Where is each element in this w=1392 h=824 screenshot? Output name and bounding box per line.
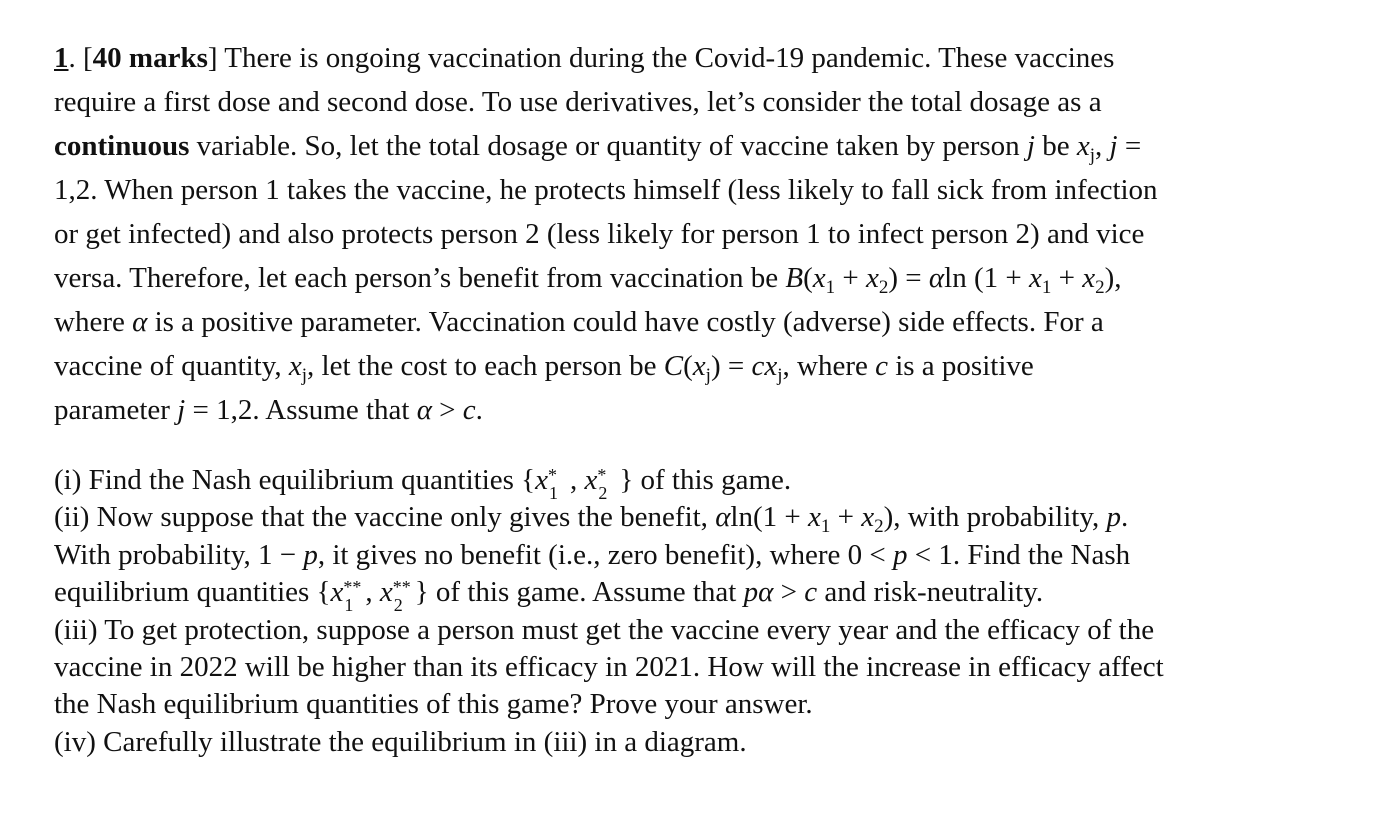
text-line: where α is a positive parameter. Vaccination could have costly (adverse) side effects. For a bbox=[54, 306, 1104, 338]
part-ii: (ii) Now suppose that the vaccine only gives the benefit, $\alpha\ln(1 + x_1 + x_2)$, with probability, p. bbox=[54, 501, 1129, 538]
marks-label: 40 marks bbox=[92, 42, 208, 74]
question-parts bbox=[54, 462, 1344, 761]
text-line: require a first dose and second dose. To use derivatives, let’s consider the total dosage as a bbox=[54, 86, 1102, 118]
part-iii: (iii) To get protection, suppose a person must get the vaccine every year and the efficacy of the bbox=[54, 613, 1155, 646]
part-ii-cont: With probability, 1 − p, it gives no benefit (i.e., zero benefit), where 0 < p < 1. Find the Nash bbox=[54, 538, 1131, 571]
text-line: versa. Therefore, let each person’s benefit from vaccination be $B(x_1 + x_2) = \alpha\ln$ $(1 + x_1 + x_2)$, bbox=[54, 262, 1122, 298]
question-paragraph bbox=[54, 40, 1344, 436]
part-iii-cont: the Nash equilibrium quantities of this game? Prove your answer. bbox=[54, 688, 813, 721]
text-line: 1. [40 marks] There is ongoing vaccination during the Covid-19 pandemic. These vaccines bbox=[54, 42, 1115, 74]
part-iv: (iv) Carefully illustrate the equilibrium in (iii) in a diagram. bbox=[54, 725, 747, 758]
text-line: parameter j = 1,2. Assume that α > c. bbox=[54, 394, 483, 426]
text-line: continuous variable. So, let the total dosage or quantity of vaccine taken by person j be $x_j$, j = bbox=[54, 130, 1142, 166]
text-line: 1,2. When person 1 takes the vaccine, he protects himself (less likely to fall sick from infection bbox=[54, 174, 1158, 206]
question-document bbox=[54, 40, 1344, 761]
part-iii-cont: vaccine in 2022 will be higher than its efficacy in 2021. How will the increase in efficacy affect bbox=[54, 650, 1164, 683]
part-i: (i) Find the Nash equilibrium quantities {x * 1 , x * 2 } of this game. bbox=[54, 464, 792, 503]
text-line: vaccine of quantity, $x_j$, let the cost to each person be $C(x_j) = cx_j$, where c is a positive bbox=[54, 350, 1034, 386]
text-line: or get infected) and also protects person 2 (less likely for person 1 to infect person 2) and vice bbox=[54, 218, 1145, 250]
part-ii-cont: equilibrium quantities {x ** 1 , x ** 2 } of this game. Assume that pα > c and risk-neutrality. bbox=[54, 576, 1044, 616]
question-number: 1 bbox=[54, 42, 69, 74]
